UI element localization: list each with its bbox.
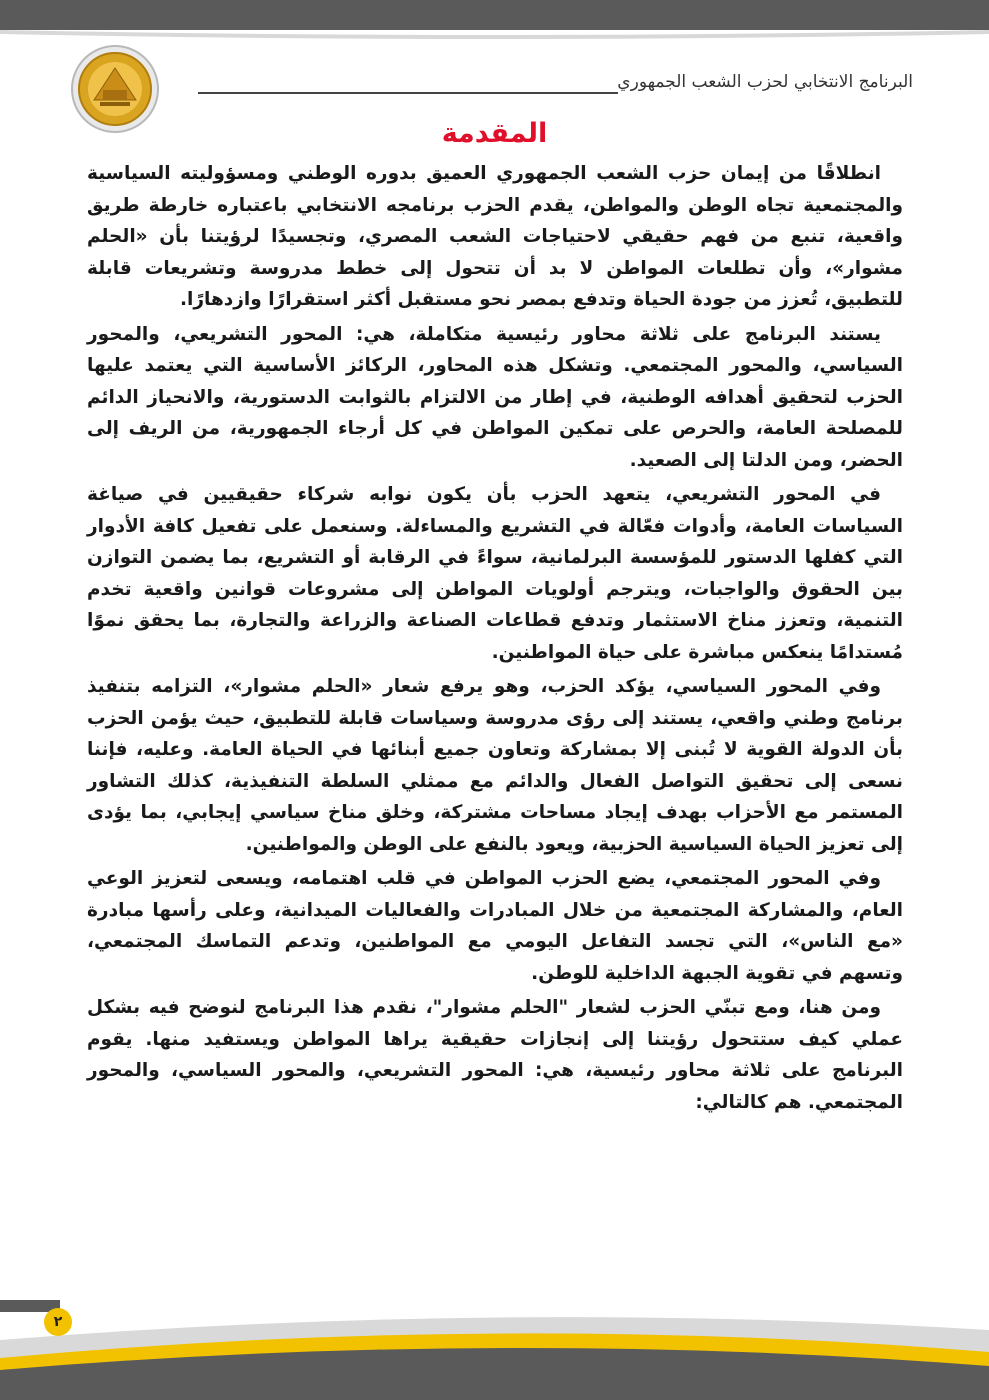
paragraph-community: وفي المحور المجتمعي، يضع الحزب المواطن في قلب اهتمامه، ويسعى لتعزيز الوعي العام، والمشاركة المجتمعية من خلال المبادرات والفعاليات الميدانية، وعلى رأسها مبادرة «مع الناس»، التي تجسد التفاعل اليومي مع المواطنين، وتدعم التماسك المجتمعي، وتسهم في تقوية الجبهة الداخلية للوطن. [87, 868, 903, 984]
paragraph-intro: انطلاقًا من إيمان حزب الشعب الجمهوري العميق بدوره الوطني ومسؤوليته السياسية والمجتمعية تجاه الوطن والمواطن، يقدم الحزب برنامجه الانتخابي باعتباره خارطة طريق واقعية، تنبع من فهم حقيقي لاحتياجات الشعب المصري، وتجسيدًا لرؤيتنا بأن «الحلم مشوار»، وأن تطلعات المواطن لا بد أن تتحول إلى خطط مدروسة وتشريعات قابلة للتطبيق، تُعزز من جودة الحياة وتدفع بمصر نحو مستقبل أكثر استقرارًا وازدهارًا. [87, 163, 903, 310]
header-title: البرنامج الانتخابي لحزب الشعب الجمهوري [617, 72, 913, 92]
paragraph-pillars: يستند البرنامج على ثلاثة محاور رئيسية متكاملة، هي: المحور التشريعي، والمحور السياسي، والمحور المجتمعي. وتشكل هذه المحاور، الركائز الأساسية التي يعتمد عليها الحزب لتحقيق أهدافه الوطنية، في إطار من الالتزام بالثوابت الدستورية، والانحياز الدائم للمصلحة العامة، والحرص على تمكين المواطن في كل أرجاء الجمهورية، من الريف إلى الحضر، ومن الدلتا إلى الصعيد. [87, 323, 903, 471]
paragraph-legislative: في المحور التشريعي، يتعهد الحزب بأن يكون نوابه شركاء حقيقيين في صياغة السياسات العامة، وأدوات فعّالة في التشريع والمساءلة. وسنعمل على تفعيل كافة الأدوار التي كفلها الدستور للمؤسسة البرلمانية، سواءً في الرقابة أو التشريع، بما يضمن التوازن بين الحقوق والواجبات، ويترجم أولويات المواطن إلى مشروعات قوانين واقعية تخدم التنمية، وتعزز مناخ الاستثمار وتدفع قطاعات الصناعة والزراعة والتجارة، بما يحقق نموًا مُستدامًا ينعكس مباشرة على حياة المواطنين. [87, 484, 903, 663]
bottom-decorative-band [0, 1300, 989, 1400]
page-number: ٢ [44, 1308, 72, 1336]
page-heading: المقدمة [441, 118, 548, 149]
body-text [87, 158, 903, 1121]
header-divider [198, 92, 618, 94]
paragraph-conclusion: ومن هنا، ومع تبنّي الحزب لشعار "الحلم مشوار"، نقدم هذا البرنامج لنوضح فيه بشكل عملي كيف ستتحول رؤيتنا إلى إنجازات حقيقية يراها المواطن ويستفيد منها. يقوم البرنامج على ثلاثة محاور رئيسية، هي: المحور التشريعي، والمحور السياسي، والمحور المجتمعي. هم كالتالي: [87, 997, 903, 1113]
top-decorative-band [0, 0, 989, 40]
paragraph-political: وفي المحور السياسي، يؤكد الحزب، وهو يرفع شعار «الحلم مشوار»، التزامه بتنفيذ برنامج وطني واقعي، يستند إلى رؤى مدروسة وسياسات قابلة للتطبيق، حيث يؤمن الحزب بأن الدولة القوية لا تُبنى إلا بمشاركة وتعاون جميع أبنائها في الحياة العامة. وعليه، فإننا نسعى إلى تحقيق التواصل الفعال والدائم مع ممثلي السلطة التنفيذية، كذلك التشاور المستمر مع الأحزاب بهدف إيجاد مساحات مشتركة، وخلق مناخ سياسي إيجابي، بما يؤدى إلى تعزيز الحياة السياسية الحزبية، ويعود بالنفع على الوطن والمواطنين. [87, 676, 903, 855]
